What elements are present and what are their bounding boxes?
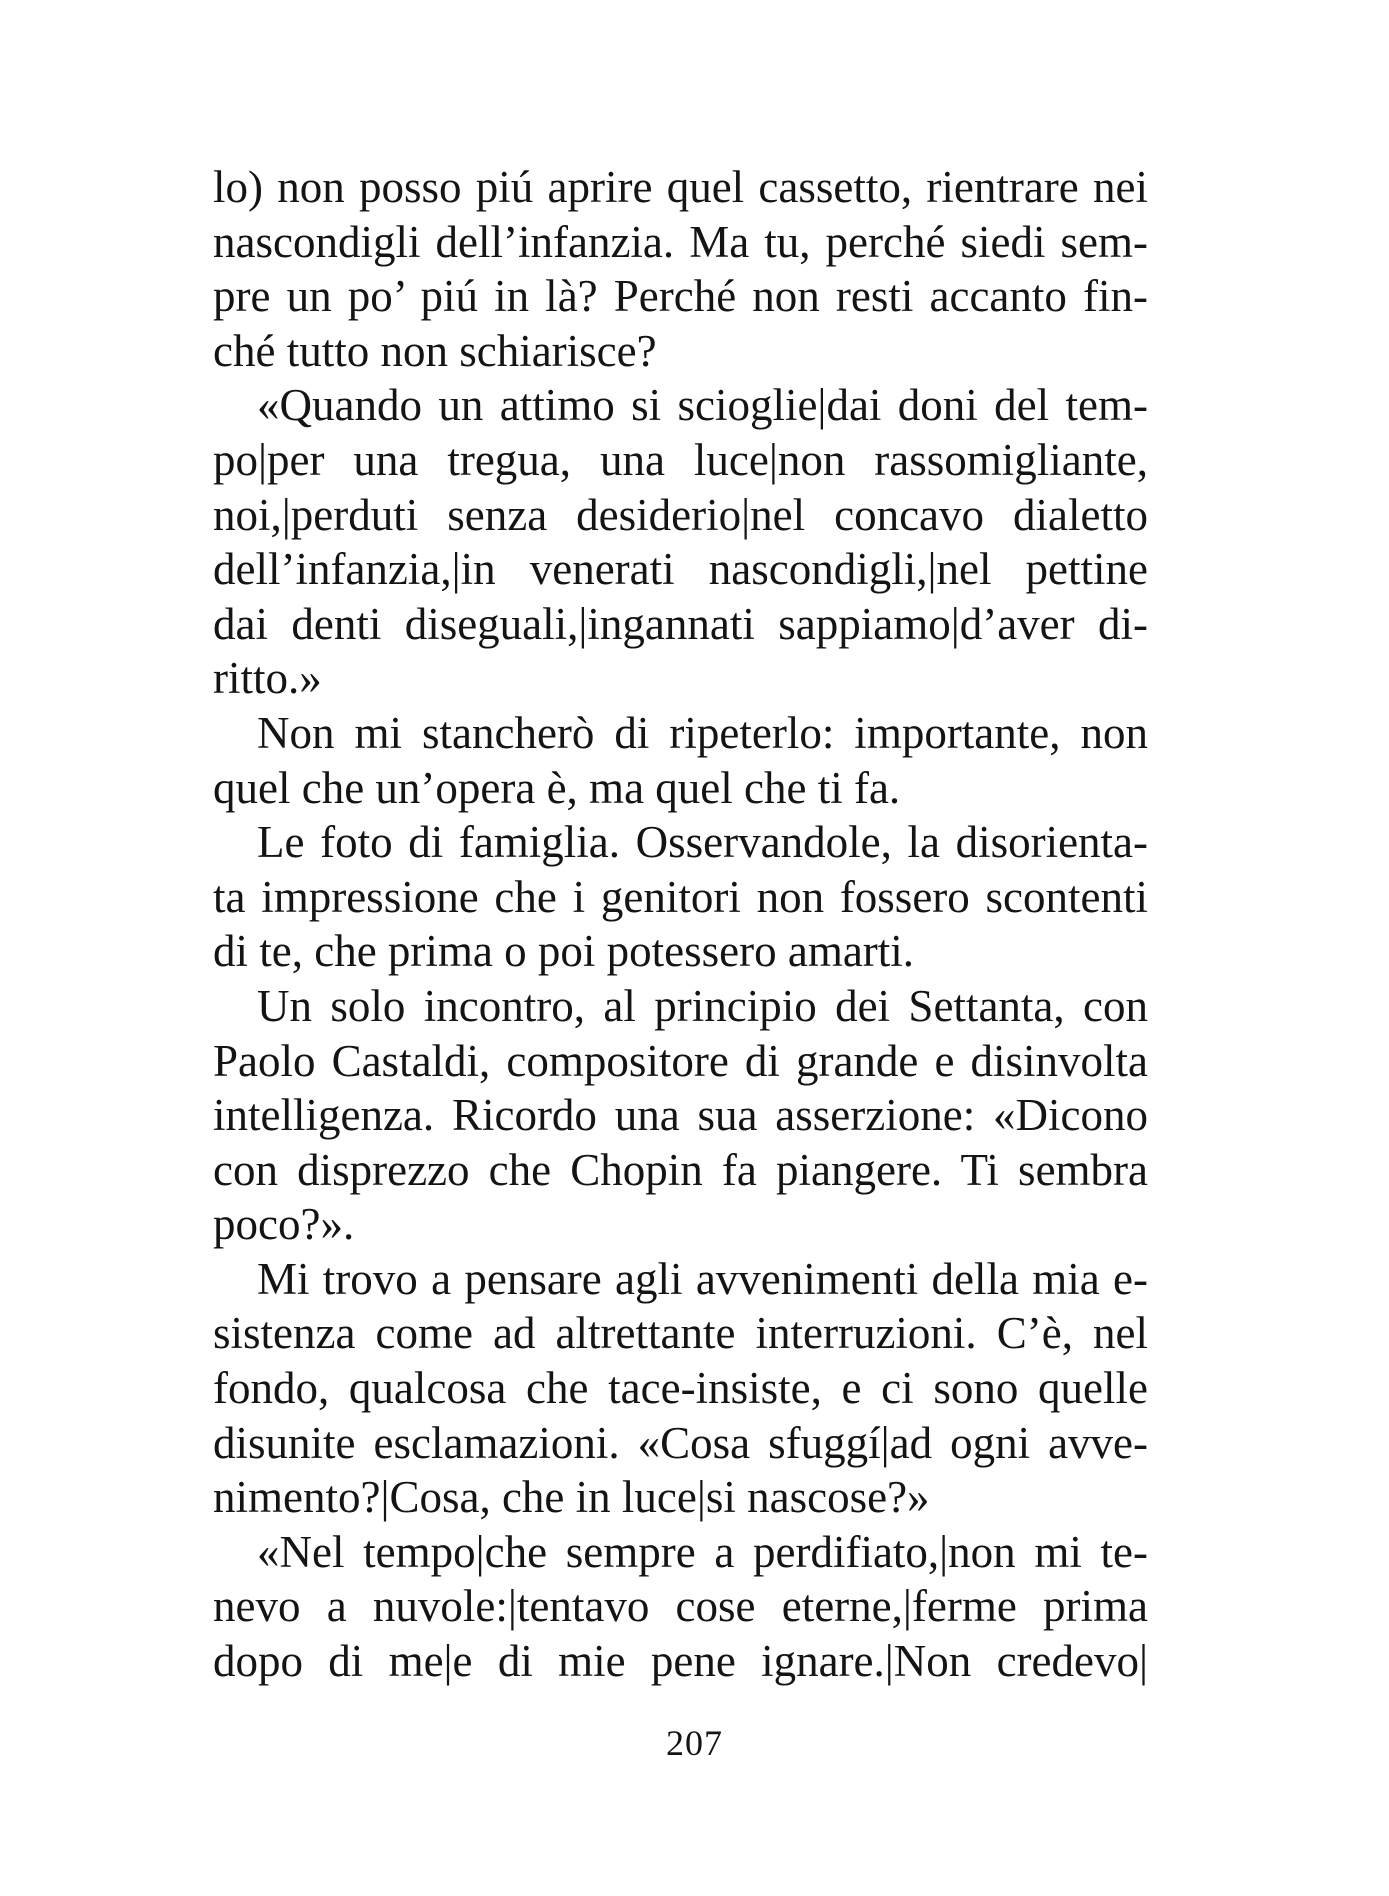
text-line: dopo di me|e di mie pene ignare.|Non credevo|	[213, 1636, 1148, 1687]
text-line: nimento?|Cosa, che in luce|si nascose?»	[213, 1472, 930, 1523]
text-line: Le foto di famiglia. Osservandole, la disorienta-	[257, 817, 1148, 868]
text-line: poco?».	[213, 1199, 355, 1250]
text-line: ritto.»	[213, 653, 322, 704]
text-line: dai denti diseguali,|ingannati sappiamo|d’aver di-	[213, 598, 1148, 649]
text-line: con disprezzo che Chopin fa piangere. Ti sembra	[213, 1144, 1148, 1195]
body-text	[213, 160, 1148, 1689]
text-line: pre un po’ piú in là? Perché non resti accanto fin-	[213, 271, 1148, 322]
text-line: ta impressione che i genitori non fossero scontenti	[213, 871, 1148, 922]
text-line: ché tutto non schiarisce?	[213, 325, 657, 376]
text-line: quel che un’opera è, ma quel che ti fa.	[213, 762, 901, 813]
text-line: Non mi stancherò di ripeterlo: importante, non	[257, 707, 1148, 758]
text-line: lo) non posso piú aprire quel cassetto, rientrare nei	[213, 162, 1148, 212]
text-line: intelligenza. Ricordo una sua asserzione: «Dicono	[213, 1090, 1148, 1141]
text-line: sistenza come ad altrettante interruzioni. C’è, nel	[213, 1308, 1148, 1359]
text-line: disunite esclamazioni. «Cosa sfuggí|ad ogni avve-	[213, 1417, 1148, 1468]
text-line: nevo a nuvole:|tentavo cose eterne,|ferme prima	[213, 1581, 1148, 1632]
text-line: «Nel tempo|che sempre a perdifiato,|non mi te-	[257, 1526, 1148, 1577]
text-line: fondo, qualcosa che tace-insiste, e ci sono quelle	[213, 1363, 1148, 1414]
text-line: noi,|perduti senza desiderio|nel concavo dialetto	[213, 489, 1148, 540]
text-line: Paolo Castaldi, compositore di grande e disinvolta	[213, 1035, 1148, 1086]
text-line: nascondigli dell’infanzia. Ma tu, perché siedi sem-	[213, 216, 1148, 267]
text-line: Mi trovo a pensare agli avvenimenti della mia e-	[257, 1253, 1148, 1304]
text-line: Un solo incontro, al principio dei Settanta, con	[257, 980, 1148, 1031]
text-line: dell’infanzia,|in venerati nascondigli,|nel pettine	[213, 544, 1148, 595]
text-line: «Quando un attimo si scioglie|dai doni del tem-	[257, 380, 1148, 431]
page-number: 207	[666, 1723, 723, 1763]
text-line: di te, che prima o poi potessero amarti.	[213, 926, 915, 977]
text-line: po|per una tregua, una luce|non rassomigliante,	[213, 434, 1148, 485]
